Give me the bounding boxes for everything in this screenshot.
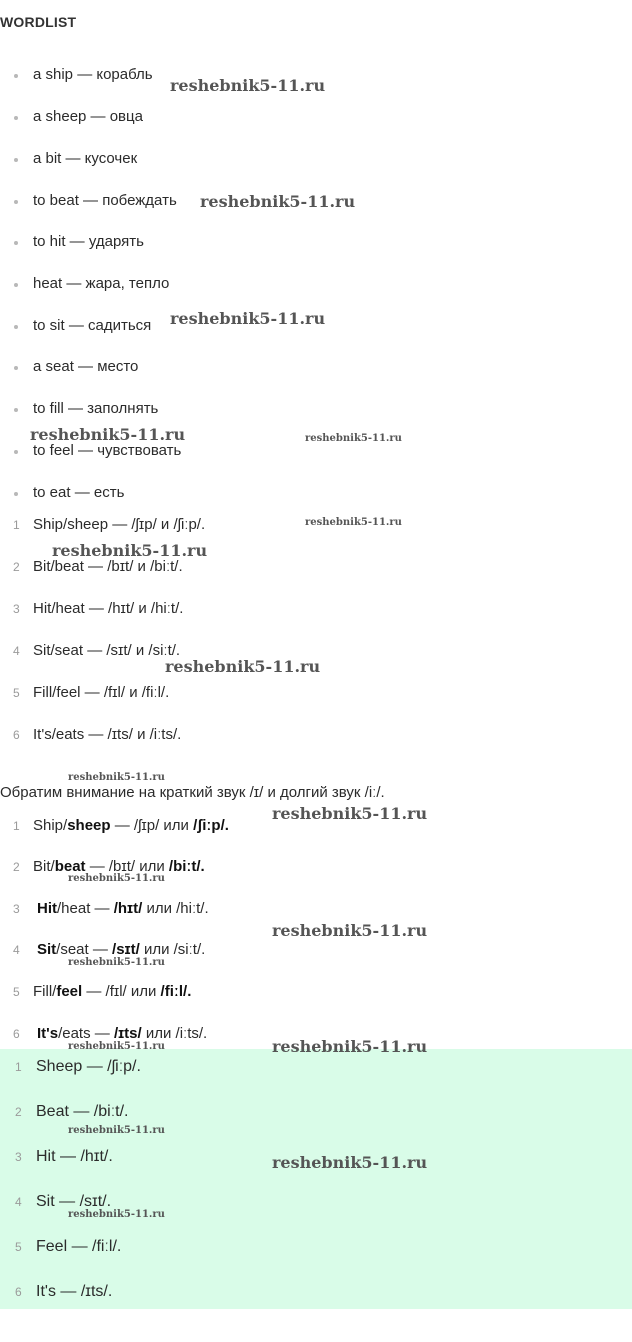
watermark: reshebnik5-11.ru	[30, 425, 186, 444]
list-item-text: Fill/feel — /fɪl/ и /fiːl/.	[33, 684, 170, 701]
list-item-text: Fill/feel — /fɪl/ или /fiːl/.	[33, 983, 192, 1000]
list-item-text: Sit/seat — /sɪt/ или /siːt/.	[37, 941, 206, 958]
list-item-text: to feel — чувствовать	[33, 442, 182, 459]
item-number: 4	[13, 943, 20, 957]
watermark: reshebnik5-11.ru	[68, 772, 165, 783]
item-number: 1	[13, 518, 20, 532]
watermark: reshebnik5-11.ru	[68, 957, 165, 968]
item-number: 3	[15, 1150, 22, 1164]
note-paragraph: Обратим внимание на краткий звук /ɪ/ и долгий звук /iː/.	[0, 784, 385, 801]
watermark: reshebnik5-11.ru	[200, 192, 356, 211]
watermark: reshebnik5-11.ru	[272, 1153, 428, 1172]
bullet-icon	[14, 158, 18, 162]
bullet-icon	[14, 116, 18, 120]
list-item-text: a seat — место	[33, 358, 139, 375]
item-number: 2	[15, 1105, 22, 1119]
list-item-text: Feel — /fiːl/.	[36, 1238, 122, 1255]
list-item-text: Bit/beat — /bɪt/ или /biːt/.	[33, 858, 205, 875]
list-item-text: to beat — побеждать	[33, 192, 177, 209]
list-item-text: to hit — ударять	[33, 233, 144, 250]
list-item-text: Ship/sheep — /ʃɪp/ и /ʃiːp/.	[33, 516, 206, 533]
watermark: reshebnik5-11.ru	[170, 309, 326, 328]
bullet-icon	[14, 200, 18, 204]
item-number: 5	[13, 686, 20, 700]
bullet-icon	[14, 450, 18, 454]
bullet-icon	[14, 492, 18, 496]
list-item-text: a sheep — овца	[33, 108, 143, 125]
watermark: reshebnik5-11.ru	[305, 433, 402, 444]
item-number: 5	[15, 1240, 22, 1254]
list-item-text: a bit — кусочек	[33, 150, 138, 167]
item-number: 6	[13, 1027, 20, 1041]
list-item-text: Hit/heat — /hɪt/ и /hiːt/.	[33, 600, 184, 617]
list-item-text: Sit/seat — /sɪt/ и /siːt/.	[33, 642, 181, 659]
item-number: 3	[13, 602, 20, 616]
watermark: reshebnik5-11.ru	[68, 1125, 165, 1136]
list-item-text: a ship — корабль	[33, 66, 153, 83]
watermark: reshebnik5-11.ru	[165, 657, 321, 676]
list-item-text: to sit — садиться	[33, 317, 152, 334]
watermark: reshebnik5-11.ru	[68, 1041, 165, 1052]
item-number: 6	[13, 728, 20, 742]
watermark: reshebnik5-11.ru	[305, 517, 402, 528]
item-number: 2	[13, 860, 20, 874]
bullet-icon	[14, 408, 18, 412]
item-number: 4	[15, 1195, 22, 1209]
list-item-text: to fill — заполнять	[33, 400, 159, 417]
item-number: 3	[13, 902, 20, 916]
item-number: 4	[13, 644, 20, 658]
watermark: reshebnik5-11.ru	[68, 873, 165, 884]
list-item-text: Hit — /hɪt/.	[36, 1148, 113, 1165]
list-item-text: It's/eats — /ɪts/ или /iːts/.	[37, 1025, 208, 1042]
list-item-text: It's — /ɪts/.	[36, 1283, 113, 1300]
wordlist-heading: WORDLIST	[0, 14, 77, 30]
bullet-icon	[14, 241, 18, 245]
list-item-text: heat — жара, тепло	[33, 275, 170, 292]
watermark: reshebnik5-11.ru	[68, 1209, 165, 1220]
item-number: 5	[13, 985, 20, 999]
answer-block	[0, 1049, 632, 1309]
list-item-text: It's/eats — /ɪts/ и /iːts/.	[33, 726, 182, 743]
bullet-icon	[14, 366, 18, 370]
list-item-text: Beat — /biːt/.	[36, 1103, 129, 1120]
item-number: 1	[15, 1060, 22, 1074]
watermark: reshebnik5-11.ru	[272, 921, 428, 940]
item-number: 6	[15, 1285, 22, 1299]
item-number: 1	[13, 819, 20, 833]
bullet-icon	[14, 283, 18, 287]
watermark: reshebnik5-11.ru	[170, 76, 326, 95]
bullet-icon	[14, 325, 18, 329]
list-item-text: Bit/beat — /bɪt/ и /biːt/.	[33, 558, 183, 575]
list-item-text: Ship/sheep — /ʃɪp/ или /ʃiːp/.	[33, 817, 229, 834]
watermark: reshebnik5-11.ru	[52, 541, 208, 560]
item-number: 2	[13, 560, 20, 574]
bullet-icon	[14, 74, 18, 78]
watermark: reshebnik5-11.ru	[272, 1037, 428, 1056]
list-item-text: to eat — есть	[33, 484, 125, 501]
list-item-text: Sit — /sɪt/.	[36, 1193, 112, 1210]
list-item-text: Hit/heat — /hɪt/ или /hiːt/.	[37, 900, 209, 917]
watermark: reshebnik5-11.ru	[272, 804, 428, 823]
list-item-text: Sheep — /ʃiːp/.	[36, 1058, 141, 1075]
